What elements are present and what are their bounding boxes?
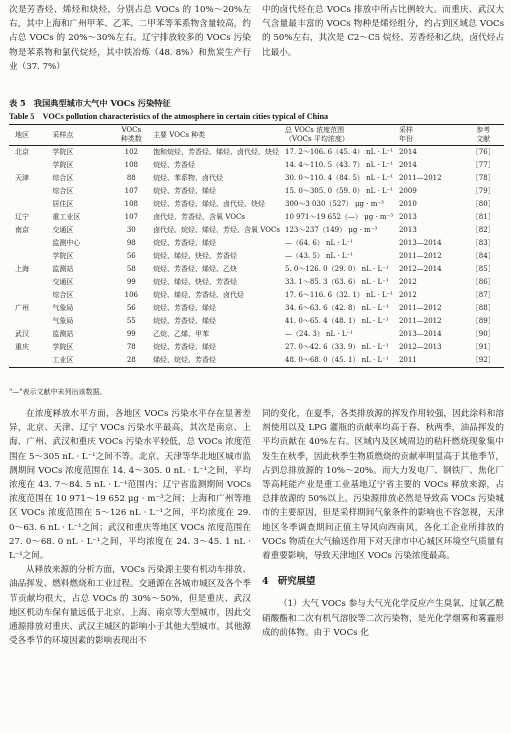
table-row: 上海 监测站 58 烷烃、芳香烃、烯烃、乙炔 5. 0～126. 0（29. 0） nL · L⁻¹ 2012—2014 ［85］ [15, 265, 495, 273]
table-row: 武汉 监测站 99 乙烷、乙烯、甲苯 —（24. 3） nL · L⁻¹ 2013—2014 ［90］ [15, 330, 495, 338]
paragraph: 在浓度释放水平方面，各地区 VOCs 污染水平存在显著差异，北京、天津、辽宁 VOCs 污染水平最高，其次是南京、上海、广州、武汉和重庆 VOCs 污染水平较低，总 VOCs 浓度范围在 5～305 nL · L⁻¹之间不等。北京、天津等华北地区城市监测期间 VOCs 浓度范围在 14. 4～305. 0 nL · L⁻¹之间，平均浓度在 43. 7～84. 5 nL · L⁻¹范围内；辽宁省监测期间 VOCs 浓度范围在 10 971～19 652 μg · m⁻³之间；上海和广州等地区 VOCs 浓度范围在 5～126 nL · L⁻¹之间，平均浓度在 29. 0～63. 6 nL · L⁻¹之间；武汉和重庆等地区 VOCs 浓度范围在 27. 0～68. 0 nL · L⁻¹之间，平均浓度在 24. 3～45. 1 nL · L⁻¹之间。 [9, 409, 251, 562]
top-left-column [9, 3, 251, 74]
section-heading: 4 研究展望 [262, 576, 316, 588]
table-row: 综合区 106 烷烃、烯烃、芳香烃、卤代烃 17. 6～116. 6（32. 1） nL · L⁻¹ 2012 ［87］ [52, 291, 495, 299]
table-row: 综合区 107 烷烃、芳香烃、烯烃 15. 0～305. 0（59. 0） nL · L⁻¹ 2009 ［79］ [52, 187, 495, 195]
table-caption-cn: 表 5 我国典型城市大气中 VOCs 污染特征 [9, 98, 171, 108]
table-row: 学院区 108 烷烃、芳香烃 14. 4～110. 5（43. 7） nL · L⁻¹ 2014 ［77］ [52, 161, 495, 169]
header-year: 采样 年份 [397, 125, 462, 146]
table-row: 学院区 56 烷烃、烯烃、炔烃、芳香烃 —（43. 5） nL · L⁻¹ 2011—2012 ［84］ [52, 252, 495, 260]
bottom-left-column [9, 407, 251, 648]
table-row: 监测中心 98 烷烃、芳香烃、烯烃 —（64. 6） nL · L⁻¹ 2013—2014 ［83］ [52, 239, 495, 247]
table-note: "—"表示文献中未列出该数据。 [9, 388, 107, 396]
table-row: 南京 交通区 30 卤代烃、烷烃、烯烃、芳烃、含氧 VOCs 123～237（149） μg · m⁻³ 2013 ［82］ [15, 226, 495, 234]
header-ref: 参考 文献 [462, 125, 504, 146]
paragraph: 同的变化，在夏季，各类排放源的挥发作用较强，因此涂料和溶剂使用以及 LPG 灌瓶的贡献率均高于春、秋两季，油品挥发的平均贡献在 40%左右。区域内及区域周边的秸秆燃烧现象集中发生在秋季，因此秋季生物质燃烧的贡献率明显高于其他季节，占到总排放源的 10%～20%。而大力发电厂、钢铁厂、焦化厂等高耗能产业是重工业基地辽宁省主要的 VOCs 释放来源，占总排放源的 50%以上。污染源排放必然是导致高 VOCs 污染城市的主要原因，但是采样期间气象条件的影响也不容忽视，天津地区冬季调查期间正值主导风向西南风，各化工企业所排放的 VOCs 物质在大气输送作用下对天津市中心城区环境空气质量有着重要影响，导致天津地区 VOCs 污染浓度最高。 [262, 409, 504, 562]
table-row: 居住区 108 烷烃、芳香烃、烯烃、卤代烃、炔烃 300～3 030（527） μg · m⁻³ 2010 ［80］ [52, 200, 495, 208]
header-conc: 总 VOCs 浓度范围 （VOCs 平均浓度） [283, 125, 397, 146]
header-site: 采样点 [50, 125, 111, 146]
header-num: VOCs 种类数 [112, 125, 152, 146]
table-header-row [9, 125, 504, 146]
table-row: 重庆 学院区 78 烷烃、芳香烃、烯烃 27. 0～42. 6（33. 9） nL · L⁻¹ 2012—2013 ［91］ [15, 343, 495, 351]
table-caption-en: Table 5 VOCs pollution characteristics of the atmosphere in certain cities typical of China [9, 112, 329, 121]
paragraph: 中的卤代烃在总 VOCs 排放中所占比例较大。而重庆、武汉大气含量最丰富的 VOCs 物种是烯烃组分，约占到区域总 VOCs 的 50%左右，其次是 C2～C5 烷烃、芳香烃和乙炔，卤代烃占比最小。 [262, 5, 504, 58]
bottom-right-column [262, 407, 504, 640]
table-row: 天津 综合区 88 烷烃、苯系物、卤代烃 30. 0～110. 4（84. 5） nL · L⁻¹ 2011—2012 ［78］ [15, 174, 495, 182]
table-row: 北京 学院区 102 饱和烷烃、芳香烃、烯烃、卤代烃、炔烃 17. 2～106. 6（45. 4） nL · L⁻¹ 2014 ［76］ [15, 148, 495, 156]
table-row: 交通区 99 烷烃、烯烃、炔烃、芳香烃 33. 1～85. 3（63. 6） nL · L⁻¹ 2012 ［86］ [52, 278, 495, 286]
paragraph: 从释放来源的分析方面，VOCs 污染源主要有机动车排放、油品挥发、燃料燃烧和工业过程。交通源在各城市城区及各个季节贡献均很大，占总 VOCs 的 30%～50%，但是重庆、武汉地区机动车保有量远低于北京、上海、南京等大型城市，因此交通源排放对重庆、武汉主城区的影响小于其他大型城市。其他源受各季节的环境因素的影响表现出不 [9, 565, 251, 647]
paragraph: （1）大气 VOCs 参与大气光化学反应产生臭氧、过氧乙酰硝酸酯和二次有机气溶胶等二次污染物，是光化学烟雾和雾霾形成的前体物。由于 VOCs 化 [262, 599, 504, 638]
table-row: 广州 气象局 56 烷烃、芳香烃、烯烃 34. 6～63. 6（42. 8） nL · L⁻¹ 2011—2012 ［88］ [15, 304, 495, 312]
header-main: 主要 VOCs 种类 [151, 125, 283, 146]
header-city: 地区 [9, 125, 50, 146]
table-row: 气象局 55 烷烃、芳香烃、烯烃 41. 0～65. 4（48. 1） nL · L⁻¹ 2011—2012 ［89］ [52, 317, 495, 325]
table-row: 辽宁 重工业区 107 卤代烃、芳香烃、含氧 VOCs 10 971～19 652（—） μg · m⁻³ 2013 ［81］ [15, 213, 495, 221]
top-right-column [262, 3, 504, 60]
table-row: 工业区 28 烯烃、烷烃、芳香烃 48. 0～68. 0（45. 1） nL · L⁻¹ 2011 ［92］ [9, 354, 504, 368]
paragraph: 次是芳香烃、烯烃和炔烃，分别占总 VOCs 的 10%～20%左右，其中上海和广州甲苯、乙苯、二甲苯等苯系物含量较高，约占总 VOCs 的 20%～30%左右。辽宁排放较多的 VOCs 污染物是苯系物和氯代烷烃，其中铁冶炼（48. 8%）和焦炭生产行业（37. 7%） [9, 5, 251, 72]
vocs-table [9, 124, 504, 368]
